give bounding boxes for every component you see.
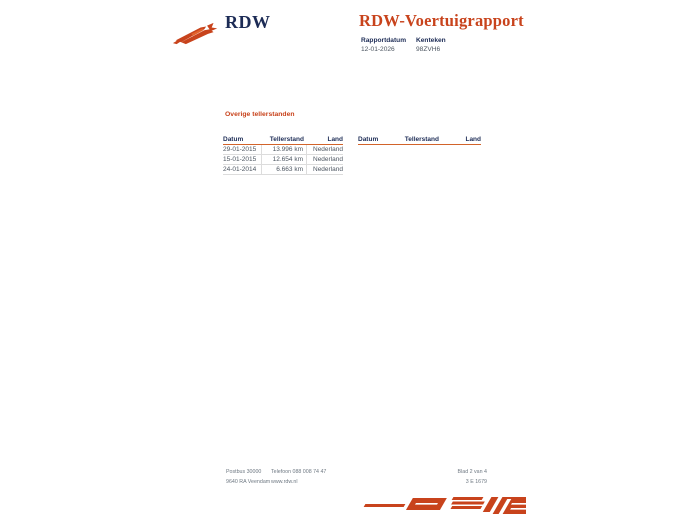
odometer-table-right	[358, 136, 481, 145]
license-plate-value: 98ZVH6	[416, 46, 441, 53]
col-header-land: Land	[465, 136, 481, 143]
col-header-datum: Datum	[358, 136, 379, 143]
table-row	[223, 165, 343, 175]
table-header-row	[358, 136, 481, 145]
license-plate	[416, 37, 446, 53]
footer-form-code: 3 E 1679	[465, 478, 487, 485]
footer-address-line1: Postbus 30000	[226, 469, 262, 475]
col-header-land: Land	[327, 136, 343, 143]
cell-tellerstand: 12.654 km	[261, 155, 307, 164]
rdw-logo-text: RDW	[225, 12, 271, 32]
footer-website: www.rdw.nl	[271, 478, 298, 485]
col-header-datum: Datum	[223, 136, 244, 143]
page-title: RDW-Voertuigrapport	[359, 11, 524, 30]
odometer-table-left	[223, 136, 343, 175]
cell-datum: 29-01-2015	[223, 146, 257, 153]
cell-tellerstand: 6.663 km	[261, 165, 307, 174]
section-heading: Overige tellerstanden	[225, 111, 295, 118]
rdw-logo-glyph-icon	[172, 21, 220, 45]
report-date-value: 12-01-2026	[361, 46, 395, 53]
cell-land: Nederland	[313, 146, 343, 153]
cell-land: Nederland	[313, 156, 343, 163]
license-plate-label: Kenteken	[416, 37, 446, 44]
table-header-row	[223, 136, 343, 145]
footer-page-info: Blad 2 van 4	[457, 469, 487, 475]
cell-land: Nederland	[313, 166, 343, 173]
footer-contact	[271, 468, 326, 487]
table-row	[223, 155, 343, 165]
bottom-flag-graphic-icon	[362, 496, 526, 514]
footer-phone: Telefoon 088 008 74 47	[271, 469, 327, 475]
footer-address-line2: 9640 RA Veendam	[226, 478, 271, 485]
report-date-label: Rapportdatum	[361, 37, 407, 44]
report-date	[361, 37, 406, 53]
footer-page-block	[458, 468, 487, 487]
cell-tellerstand: 13.996 km	[261, 145, 307, 154]
table-row	[223, 145, 343, 155]
col-header-tellerstand: Tellerstand	[404, 136, 439, 143]
col-header-tellerstand: Tellerstand	[269, 136, 304, 143]
cell-datum: 24-01-2014	[223, 166, 257, 173]
footer-address	[226, 468, 270, 487]
cell-datum: 15-01-2015	[223, 156, 257, 163]
